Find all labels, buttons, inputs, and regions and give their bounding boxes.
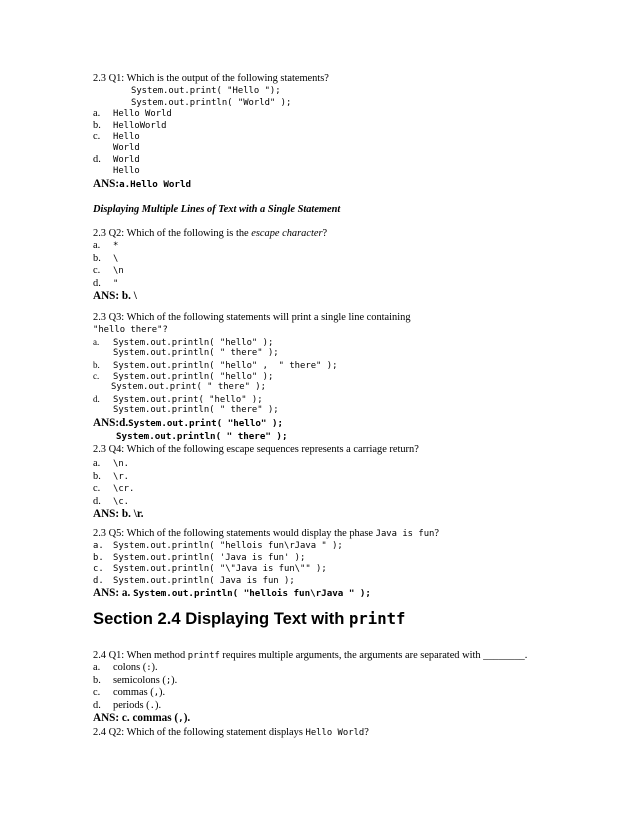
answer-option: [93, 540, 613, 551]
option-label: c.: [93, 564, 104, 575]
stem-text: ?: [322, 228, 328, 239]
option-text: System.out.println( "\"Java is fun\"" );: [113, 564, 327, 575]
option-text: *: [113, 241, 119, 252]
answer-option: [93, 393, 613, 404]
option-text: System.out.println( "hello" );: [113, 337, 274, 348]
option-text: ).: [155, 699, 162, 711]
stem-text: ?: [364, 727, 369, 738]
option-label: b.: [93, 252, 101, 264]
answer-code: ,: [178, 712, 184, 724]
answer-prefix: ANS:: [93, 416, 120, 429]
option-text: System.out.println( "hellois fun\rJava " );: [113, 541, 343, 552]
answer-key: [93, 417, 613, 431]
option-text: \n.: [113, 459, 130, 470]
answer-key-continued: [93, 430, 613, 444]
option-label: d.: [93, 699, 101, 711]
option-code: :: [146, 663, 152, 674]
option-label: b.: [93, 119, 101, 131]
option-text: colons (: [113, 662, 147, 674]
option-label: b.: [93, 470, 101, 482]
question-stem: 2.3 Q1: Which is the output of the following statements?: [93, 73, 329, 84]
stem-emphasis: escape character: [251, 228, 323, 239]
option-label: a.: [93, 458, 101, 470]
stem-text: 2.4 Q2: Which of the following statement displays: [93, 727, 306, 738]
option-text: \: [113, 253, 119, 264]
option-label: d.: [93, 277, 101, 289]
option-text: Hello World: [113, 109, 172, 120]
answer-option: [93, 154, 613, 165]
answer-option: [93, 471, 613, 483]
stem-code: "hello there"?: [93, 325, 168, 336]
answer-option: [93, 240, 613, 252]
section-heading-text: Section 2.4 Displaying Text with: [93, 609, 350, 628]
option-label: d.: [93, 153, 101, 165]
answer-option: [93, 336, 613, 347]
option-text: ).: [171, 674, 178, 686]
option-text: \r.: [113, 471, 130, 482]
answer-option: [93, 370, 613, 381]
option-text: \cr.: [113, 484, 135, 495]
question-stem: 2.3 Q3: Which of the following statements will print a single line containing: [93, 312, 411, 323]
code-line: System.out.print( "Hello ");: [131, 86, 281, 97]
answer-key: ANS: b. \: [93, 289, 137, 302]
option-label: c.: [93, 265, 101, 277]
option-label: a.: [93, 662, 101, 674]
option-label: b.: [93, 552, 104, 563]
answer-option: [93, 496, 613, 508]
stem-text: 2.4 Q1: When method: [93, 650, 188, 661]
stem-text: 2.3 Q5: Which of the following statements would display the phase: [93, 528, 376, 539]
option-text: System.out.println( Java is fun );: [113, 575, 295, 586]
option-text: \c.: [113, 496, 130, 507]
answer-key: [93, 712, 613, 726]
option-text: periods (: [113, 699, 150, 711]
section-heading: [93, 609, 405, 629]
option-label: c.: [93, 370, 100, 381]
option-code: ,: [153, 688, 160, 699]
answer-option: [93, 662, 613, 674]
answer-key: [93, 587, 613, 601]
stem-text: 2.3 Q2: Which of the following is the: [93, 228, 252, 239]
option-text-continued: System.out.println( " there" );: [113, 348, 279, 359]
answer-prefix: ANS:: [93, 177, 120, 190]
answer-option: [93, 265, 613, 277]
question-2-3-q5: [93, 528, 613, 601]
option-text: System.out.println( "hello" );: [113, 371, 274, 382]
option-code: .: [149, 700, 155, 711]
option-label: a.: [93, 108, 101, 120]
question-2-3-q3: [93, 312, 613, 444]
answer-option: [93, 675, 613, 687]
option-label: c.: [93, 687, 101, 699]
answer-code: System.out.print( "hello" );: [128, 417, 284, 429]
answer-code: System.out.println( " there" );: [116, 431, 288, 443]
option-label: a.: [93, 240, 101, 252]
question-stem: [93, 727, 613, 739]
option-text-continued: System.out.println( " there" );: [113, 405, 279, 416]
answer-text: ).: [183, 711, 191, 724]
option-text-continued: World: [113, 143, 140, 154]
answer-key: [93, 178, 613, 192]
option-label: a.: [93, 336, 100, 347]
answer-option: [93, 131, 613, 142]
option-label: b.: [93, 359, 100, 370]
option-code: ;: [165, 675, 172, 686]
answer-label: d.: [119, 416, 129, 429]
option-label: a.: [93, 541, 104, 552]
option-label: d.: [93, 393, 100, 404]
stem-text: requires multiple arguments, the arguments are separated with ________.: [219, 650, 528, 661]
option-text: System.out.print( "hello" );: [113, 394, 263, 405]
stem-code: printf: [187, 651, 220, 661]
option-label: d.: [93, 495, 101, 507]
answer-option: [93, 278, 613, 290]
option-text: commas (: [113, 687, 154, 699]
option-label: b.: [93, 674, 101, 686]
option-text: semicolons (: [113, 674, 166, 686]
answer-text: ANS: c. commas (: [93, 711, 179, 724]
answer-option: [93, 575, 613, 586]
answer-option: [93, 483, 613, 495]
answer-option: [93, 359, 613, 370]
answer-text: a.Hello World: [119, 178, 192, 190]
option-text: System.out.println( "hello" , " there" );: [113, 360, 338, 371]
code-line: System.out.println( "World" );: [131, 97, 292, 108]
question-2-3-q1: [93, 73, 613, 191]
option-text: HelloWorld: [113, 120, 167, 131]
question-2-4-q1: [93, 650, 613, 726]
option-text-continued: System.out.print( " there" );: [111, 382, 266, 393]
option-text: World: [113, 154, 140, 165]
option-text: ": [113, 278, 119, 289]
stem-code: Hello World: [305, 728, 365, 738]
subheading: Displaying Multiple Lines of Text with a Single Statement: [93, 204, 341, 215]
answer-option: [93, 120, 613, 131]
stem-code: Java is fun: [375, 529, 435, 539]
option-text: Hello: [113, 131, 140, 142]
question-stem: 2.3 Q4: Which of the following escape sequences represents a carriage return?: [93, 444, 419, 455]
option-text-continued: Hello: [113, 166, 140, 177]
option-text: ).: [151, 662, 158, 674]
answer-option: [93, 552, 613, 563]
question-2-4-q2: [93, 727, 613, 739]
answer-option: [93, 700, 613, 712]
option-label: d.: [93, 575, 104, 586]
option-text: ).: [159, 687, 166, 699]
answer-key: ANS: b. \r.: [93, 507, 144, 520]
question-stem: [93, 228, 613, 240]
option-label: c.: [93, 130, 101, 142]
question-stem: [93, 528, 613, 540]
answer-option: [93, 458, 613, 470]
option-text: \n: [113, 266, 124, 277]
question-2-3-q4: [93, 444, 613, 521]
option-text: System.out.println( 'Java is fun' );: [113, 552, 306, 563]
section-heading-code: printf: [349, 610, 406, 628]
answer-code: System.out.println( "hellois fun\rJava " );: [133, 587, 371, 599]
answer-option: [93, 108, 613, 119]
question-stem: [93, 650, 613, 662]
answer-option: [93, 563, 613, 574]
stem-text: ?: [434, 528, 440, 539]
question-2-3-q2: [93, 228, 613, 303]
answer-prefix: ANS: a.: [93, 586, 134, 599]
answer-option: [93, 253, 613, 265]
option-label: c.: [93, 483, 101, 495]
answer-option: [93, 687, 613, 699]
